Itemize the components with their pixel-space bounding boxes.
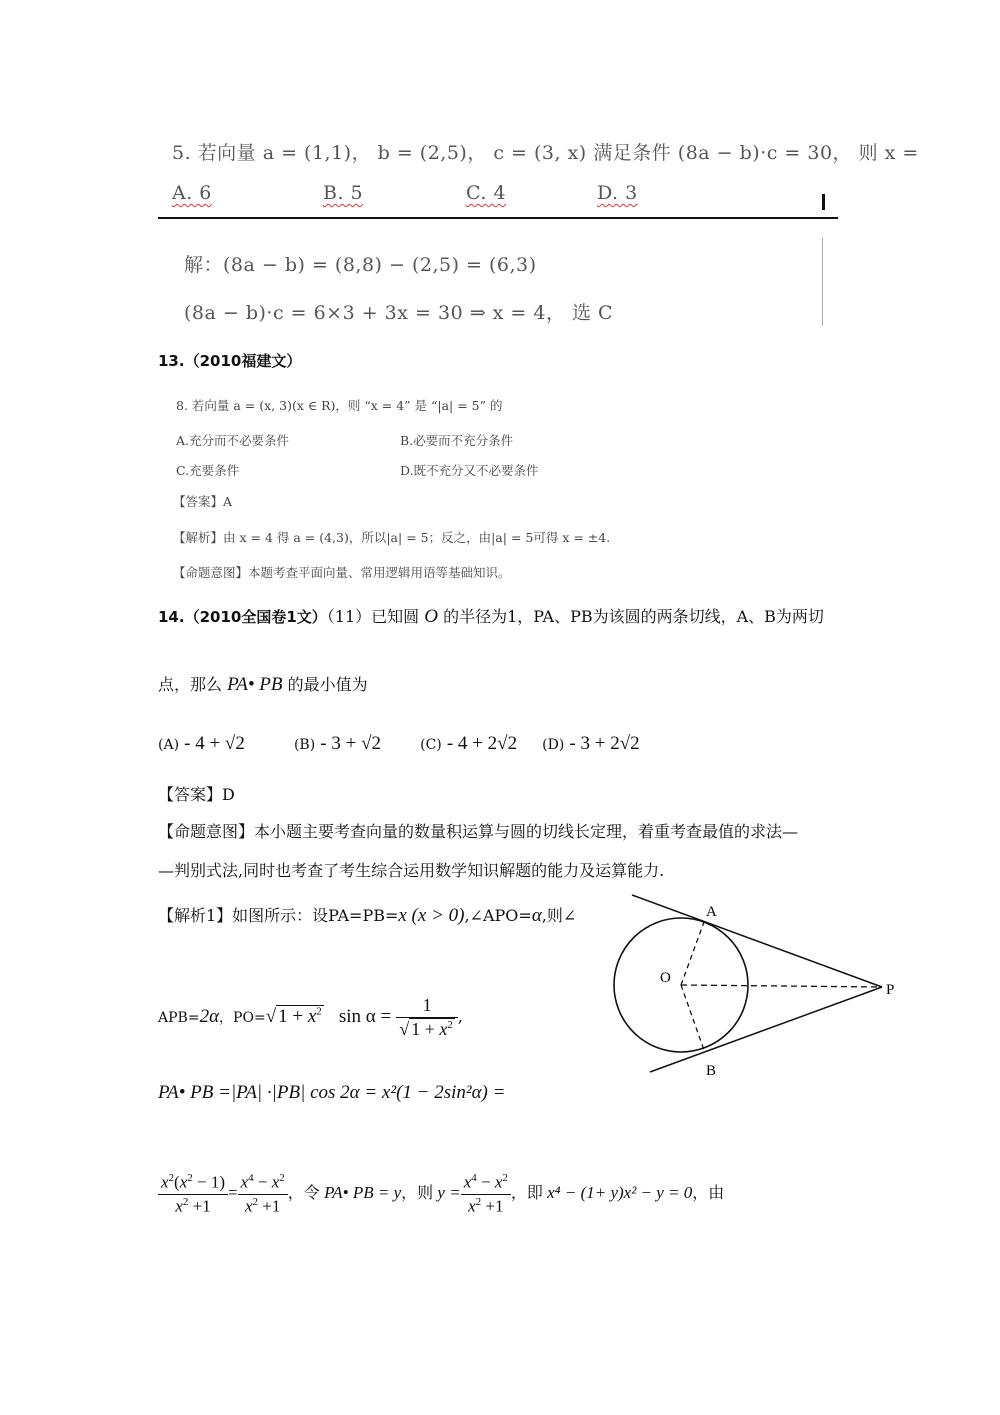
q14-analysis-alpha: α — [531, 905, 542, 926]
q14-option-a-label: (A) — [158, 737, 180, 753]
q14-line2-po: ，PO= — [219, 1010, 266, 1026]
q14-analysis-mid: ,∠APO= — [464, 906, 532, 925]
radius-ob — [681, 985, 704, 1050]
q14-line1 — [158, 604, 824, 628]
q5-option-a: A. 6 — [172, 182, 212, 204]
q14-stem3-post: 的最小值为 — [287, 675, 368, 694]
q5-solution-line2: (8a − b)·c = 6×3 + 3x = 30 ⇒ x = 4， 选 C — [184, 302, 614, 324]
q14-stem2: 的半径为1，PA、PB为该圆的两条切线，A、B为两切 — [443, 607, 824, 626]
segment-op — [681, 985, 882, 987]
q14-line4-y: y = — [437, 1183, 461, 1203]
q14-intent-line2: —判别式法,同时也考查了考生综合运用数学知识解题的能力及运算能力. — [158, 861, 665, 880]
q14-frac2: $\frac{x^4 - x^2}{x^2 +1}$ — [238, 1172, 288, 1216]
q14-po-sqrt: √ $1 + x^2$ — [265, 1005, 322, 1027]
q14-option-c-value: - 4 + 2√2 — [446, 733, 518, 754]
q13-option-a: A.充分而不必要条件 — [176, 433, 290, 448]
q14-line4-expr: PA• PB = y — [324, 1183, 402, 1203]
q14-line4-then: ，则 — [401, 1185, 434, 1203]
label-p: P — [886, 982, 895, 998]
q14-sin-fraction: $\frac{1}{√ 1 + x^2}$ — [396, 995, 458, 1040]
q14-analysis-line1 — [158, 903, 576, 927]
q14-option-d-value: - 3 + 2√2 — [569, 733, 640, 754]
label-a: A — [706, 904, 717, 920]
q5-stem: 5. 若向量 a = (1,1)， b = (2,5)， c = (3, x) 满足条件 (8a − b)·c = 30， 则 x = — [172, 142, 919, 164]
q14-frac3: $\frac{x^4 - x^2}{x^2 +1}$ — [461, 1172, 511, 1216]
q14-option-d-label: (D) — [542, 737, 565, 753]
q14-options — [158, 733, 640, 755]
label-b: B — [706, 1063, 717, 1079]
q14-line4-eq: x⁴ − (1+ y)x² − y = 0 — [547, 1183, 693, 1203]
q14-line4-by: ，由 — [692, 1185, 725, 1203]
q5-option-c: C. 4 — [466, 182, 507, 204]
q13-option-b: B.必要而不充分条件 — [400, 433, 514, 448]
q14-line2 — [158, 672, 368, 696]
q13-header: 13.（2010福建文） — [158, 352, 302, 370]
q5-option-b: B. 5 — [323, 182, 364, 204]
q13-intent: 【命题意图】本题考查平面向量、常用逻辑用语等基础知识。 — [173, 565, 511, 580]
q14-option-b-value: - 3 + √2 — [320, 733, 382, 754]
q14-analysis-line2: APB=2α，PO=√ $1 + x^2$ sin α = $\frac{1}{√ 1 + x^2}$ , — [158, 995, 463, 1039]
q5-divider — [158, 217, 838, 219]
q14-analysis-end: ,则∠ — [541, 906, 577, 925]
label-o: O — [660, 970, 671, 986]
q14-answer: 【答案】D — [158, 785, 235, 804]
q5-solution-line1: 解：(8a − b) = (8,8) − (2,5) = (6,3) — [184, 254, 537, 276]
q14-stem1: （11）已知圆 — [326, 607, 420, 626]
q14-analysis-line4: $\frac{x^2(x^2 - 1)}{x^2 +1}$ = $\frac{x^4 - x^2}{x^2 +1}$ ，令 PA• PB = y，则 y = $\frac{x^4 - x^2}{x^2 +1}$ ，即 x⁴ − (1+ y)x² − y = 0，由 — [158, 1172, 724, 1216]
q14-line2-sin: sin α = — [338, 1006, 392, 1027]
q14-stem3-pre: 点，那么 — [158, 675, 223, 694]
q14-stem3-expr: PA• PB — [227, 674, 283, 695]
q13-stem: 8. 若向量 a = (x, 3)(x ∈ R)，则 “x = 4” 是 “|a| = 5” 的 — [176, 398, 503, 413]
q14-analysis-line3: PA• PB =|PA| ·|PB| cos 2α = x²(1 − 2sin²α) = — [158, 1082, 506, 1103]
q14-circle-name: O — [424, 606, 438, 627]
radius-oa — [681, 922, 704, 985]
q13-option-c: C.充要条件 — [176, 463, 240, 478]
q14-line4-ie: ，即 — [510, 1185, 543, 1203]
tangent-line-pb — [650, 987, 882, 1072]
q14-option-b-label: (B) — [293, 737, 316, 753]
q13-analysis: 【解析】由 x = 4 得 a = (4,3)，所以|a| = 5；反之，由|a| = 5可得 x = ±4. — [173, 530, 611, 545]
q14-analysis-x: x (x > 0) — [398, 905, 465, 926]
q13-option-d: D.既不充分又不必要条件 — [400, 463, 539, 478]
q14-option-c-label: (C) — [420, 737, 442, 753]
q14-line2-apb: APB= — [158, 1010, 200, 1026]
q13-answer: 【答案】A — [173, 494, 233, 509]
q14-frac1: $\frac{x^2(x^2 - 1)}{x^2 +1}$ — [158, 1172, 228, 1216]
text-cursor-mark — [822, 194, 825, 210]
q14-line2-2alpha: 2α — [199, 1006, 220, 1027]
q14-header: 14.（2010全国卷1文） — [158, 608, 327, 626]
q14-option-a-value: - 4 + √2 — [184, 733, 245, 754]
q14-line4-let: ，令 — [287, 1185, 320, 1203]
tangent-circle-figure — [600, 890, 900, 1090]
q14-intent-line1: 【命题意图】本小题主要考查向量的数量积运算与圆的切线长定理，着重考查最值的求法— — [158, 822, 799, 841]
scan-edge-line — [822, 238, 823, 326]
q14-analysis-pre: 【解析1】如图所示：设PA=PB= — [158, 906, 399, 925]
q5-option-d: D. 3 — [597, 182, 638, 204]
